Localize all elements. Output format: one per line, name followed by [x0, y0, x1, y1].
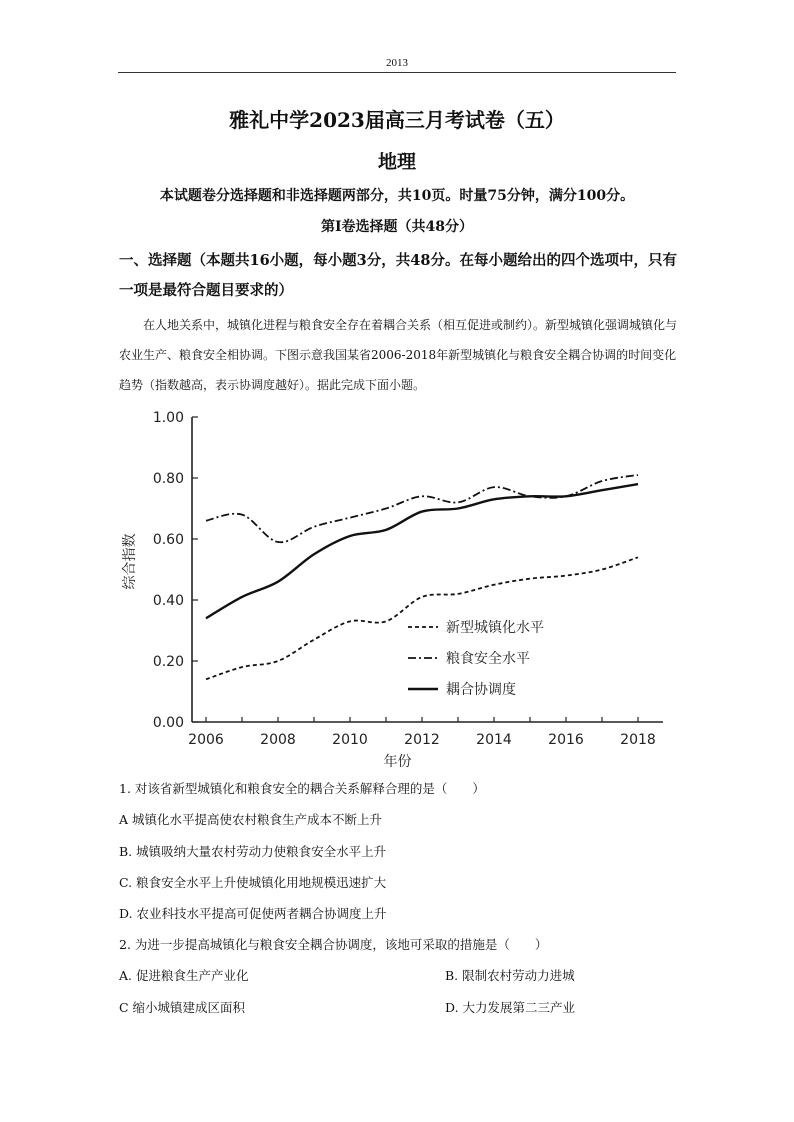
legend-label-2: 粮食安全水平 [446, 651, 530, 667]
exam-info: 本试题卷分选择题和非选择题两部分，共10页。时量75分钟，满分100分。 [159, 188, 635, 204]
question-1-option-d: D. 农业科技水平提高可促使两者耦合协调度上升 [119, 906, 387, 921]
question-2-option-a: A. 促进粮食生产产业化 [119, 968, 249, 983]
x-tick-label: 2018 [620, 732, 656, 748]
y-tick-label: 1.00 [152, 410, 184, 426]
series-line-1 [206, 557, 638, 679]
y-tick-label: 0.20 [152, 654, 184, 670]
y-tick-label: 0.40 [152, 593, 184, 609]
legend-label-3: 耦合协调度 [446, 682, 516, 698]
header-rule [118, 72, 676, 73]
question-1-stem: 1. 对该省新型城镇化和粮食安全的耦合关系解释合理的是（ ） [119, 781, 485, 796]
x-tick-label: 2010 [332, 732, 368, 748]
series-line-3 [206, 484, 638, 618]
line-chart [110, 405, 680, 780]
x-tick-label: 2012 [404, 732, 440, 748]
x-tick-label: 2006 [188, 732, 224, 748]
y-tick-label: 0.00 [152, 715, 184, 731]
question-2-option-d: D. 大力发展第二三产业 [445, 1000, 576, 1015]
y-tick-label: 0.60 [152, 532, 184, 548]
question-2-stem: 2. 为进一步提高城镇化与粮食安全耦合协调度，该地可采取的措施是（ ） [119, 937, 548, 952]
question-1-option-b: B. 城镇吸纳大量农村劳动力使粮食安全水平上升 [119, 844, 387, 859]
y-axis-title: 综合指数 [122, 533, 138, 590]
x-tick-label: 2014 [476, 732, 512, 748]
legend-label-1: 新型城镇化水平 [446, 620, 544, 636]
intro-paragraph: 在人地关系中，城镇化进程与粮食安全存在着耦合关系（相互促进或制约）。新型城镇化强调城镇化与农业生产、粮食安全相协调。下图示意我国某省2006-2018年新型城镇化与粮食安全耦合协调的时间变化趋势（指数越高，表示协调度越好）。据此完成下面小题。 [119, 318, 678, 392]
exam-title: 雅礼中学2023届高三月考试卷（五） [229, 108, 565, 132]
x-axis-title: 年份 [383, 754, 412, 770]
question-2-option-b: B. 限制农村劳动力进城 [445, 968, 575, 983]
x-tick-label: 2016 [548, 732, 584, 748]
exam-subject: 地理 [377, 151, 416, 173]
question-1-option-c: C. 粮食安全水平上升使城镇化用地规模迅速扩大 [119, 875, 387, 890]
section-title: 一、选择题（本题共16小题，每小题3分，共48分。在每小题给出的四个选项中，只有一项是最符合题目要求的） [119, 252, 677, 299]
y-tick-label: 0.80 [152, 471, 184, 487]
series-line-2 [206, 475, 638, 542]
page-number: 2013 [386, 57, 408, 69]
part-title: 第Ⅰ卷选择题（共48分） [320, 219, 474, 235]
question-2-option-c: C 缩小城镇建成区面积 [119, 1000, 246, 1015]
x-tick-label: 2008 [260, 732, 296, 748]
question-1-option-a: A 城镇化水平提高使农村粮食生产成本不断上升 [119, 812, 383, 827]
